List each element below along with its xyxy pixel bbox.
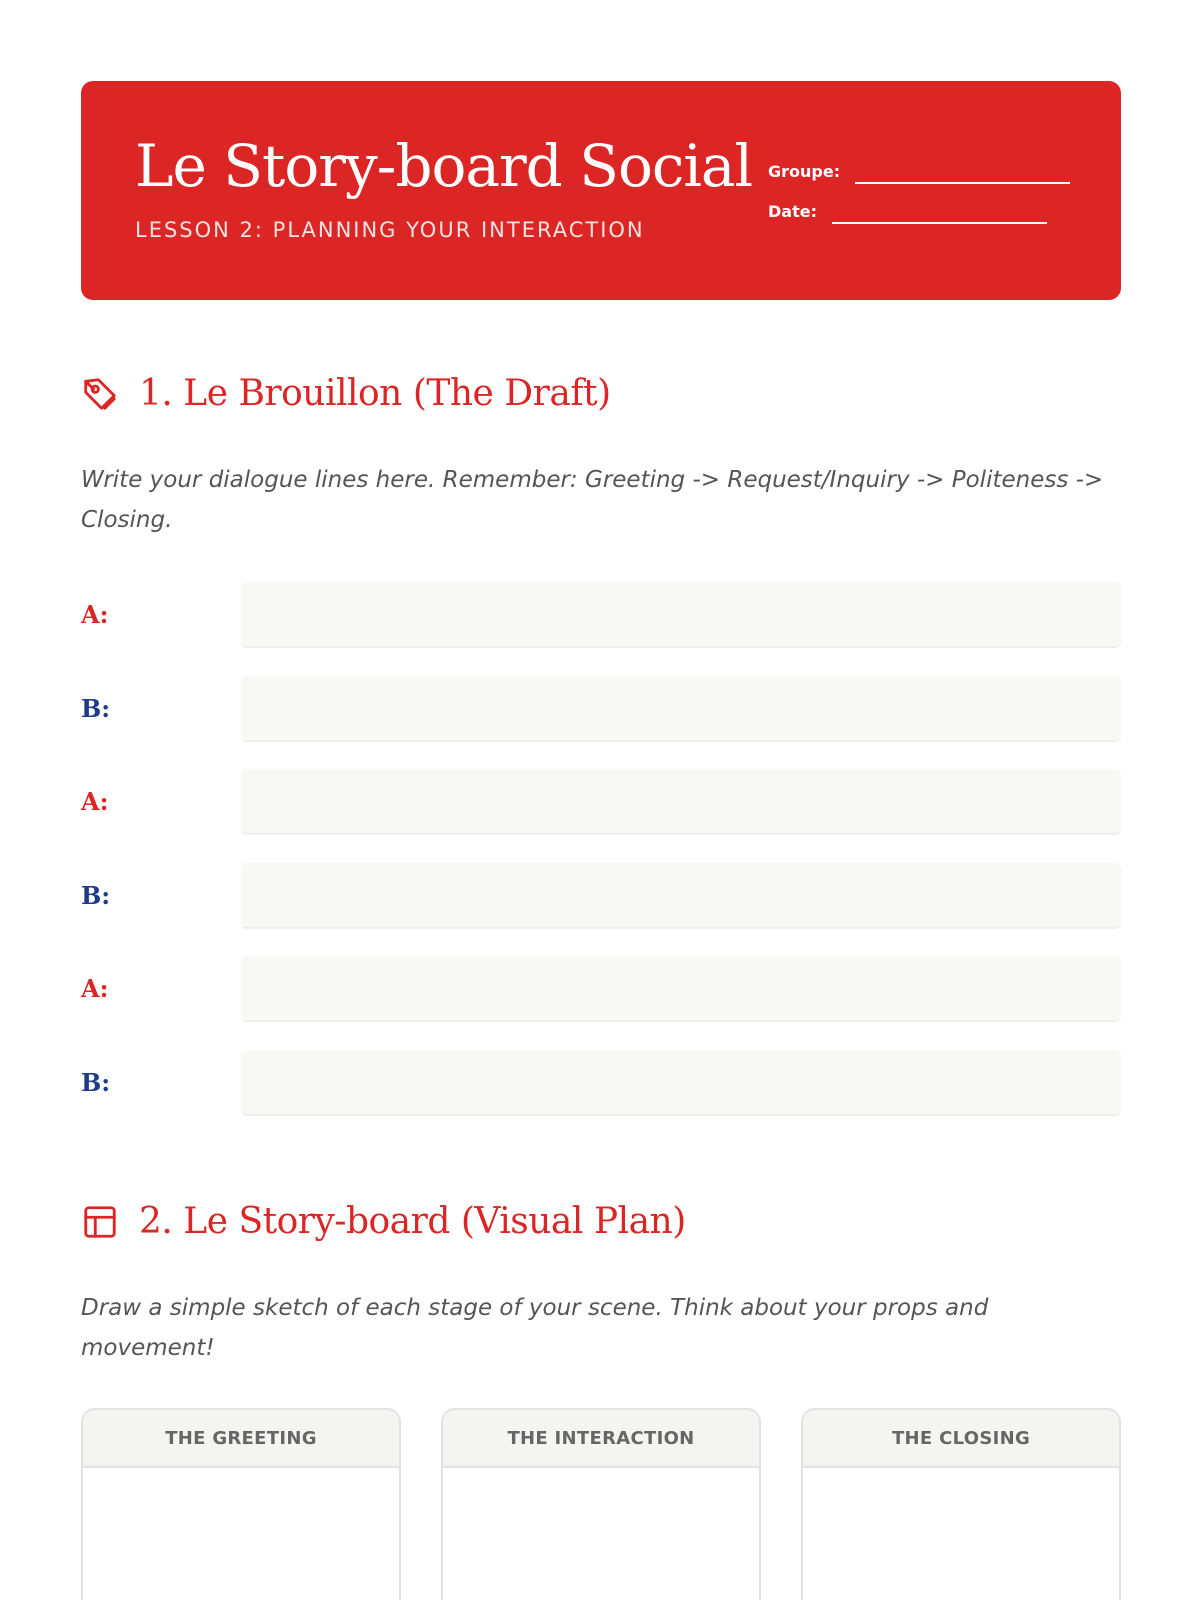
dialogue-row bbox=[81, 676, 1121, 742]
storyboard-panel-greeting[interactable] bbox=[81, 1408, 401, 1600]
speaker-label: A: bbox=[81, 600, 109, 629]
dialogue-row bbox=[81, 1050, 1121, 1116]
dialogue-row bbox=[81, 582, 1121, 648]
storyboard-instructions: Draw a simple sketch of each stage of your scene. Think about your props and movement! bbox=[81, 1295, 989, 1361]
panel-title: THE GREETING bbox=[83, 1410, 399, 1468]
dialogue-row bbox=[81, 956, 1121, 1022]
speaker-label: B: bbox=[81, 881, 111, 910]
dialogue-row bbox=[81, 769, 1121, 835]
pen-nib-icon bbox=[81, 375, 119, 413]
storyboard-panel-interaction[interactable] bbox=[441, 1408, 761, 1600]
page-title: Le Story-board Social bbox=[135, 132, 753, 200]
dialogue-input[interactable] bbox=[241, 1050, 1121, 1116]
panel-title: THE CLOSING bbox=[803, 1410, 1119, 1468]
section-storyboard-heading bbox=[81, 1201, 686, 1242]
dialogue-input[interactable] bbox=[241, 956, 1121, 1022]
groupe-label: Groupe: bbox=[768, 162, 841, 181]
speaker-label: A: bbox=[81, 787, 109, 816]
section-draft-title: 1. Le Brouillon (The Draft) bbox=[139, 373, 611, 414]
dialogue-input[interactable] bbox=[241, 769, 1121, 835]
dialogue-input[interactable] bbox=[241, 863, 1121, 929]
date-label: Date: bbox=[768, 202, 817, 221]
speaker-label: B: bbox=[81, 1068, 111, 1097]
section-storyboard-title: 2. Le Story-board (Visual Plan) bbox=[139, 1201, 686, 1242]
dialogue-input[interactable] bbox=[241, 676, 1121, 742]
storyboard-panel-closing[interactable] bbox=[801, 1408, 1121, 1600]
page-header bbox=[81, 81, 1121, 300]
speaker-label: B: bbox=[81, 694, 111, 723]
dialogue-input[interactable] bbox=[241, 582, 1121, 648]
date-input-line[interactable] bbox=[832, 222, 1047, 224]
page-subtitle: LESSON 2: PLANNING YOUR INTERACTION bbox=[135, 218, 645, 242]
speaker-label: A: bbox=[81, 974, 109, 1003]
layout-icon bbox=[81, 1203, 119, 1241]
dialogue-row bbox=[81, 863, 1121, 929]
groupe-input-line[interactable] bbox=[855, 182, 1070, 184]
panel-title: THE INTERACTION bbox=[443, 1410, 759, 1468]
storyboard-panels bbox=[81, 1408, 1121, 1600]
section-draft-heading bbox=[81, 373, 611, 414]
draft-instructions: Write your dialogue lines here. Remember: Greeting -> Request/Inquiry -> Politeness -> Closing. bbox=[81, 467, 1104, 533]
